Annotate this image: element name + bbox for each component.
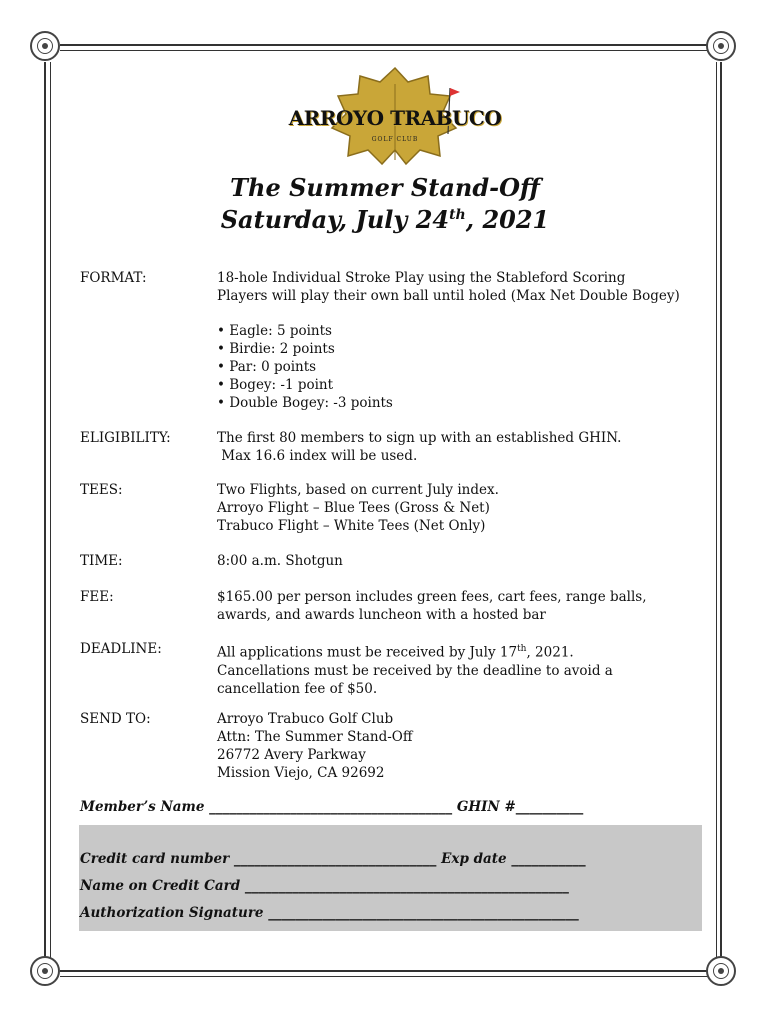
time-label: TIME: <box>80 553 123 569</box>
frame-bottom-line <box>60 970 710 972</box>
points-item: • Bogey: -1 point <box>217 377 334 393</box>
event-title: The Summer Stand-Off <box>230 173 540 202</box>
logo-name: ARROYO TRABUCO <box>288 106 502 130</box>
frame-bottom-line-inner <box>60 976 710 977</box>
event-date-year: , 2021 <box>465 205 550 234</box>
event-date-text: Saturday, July 24 <box>220 205 450 234</box>
address-line: Mission Viejo, CA 92692 <box>217 765 385 781</box>
time-line: 8:00 a.m. Shotgun <box>217 553 343 569</box>
frame-corner-top-left <box>30 31 60 61</box>
eligibility-details <box>217 429 717 465</box>
deadline-year: , 2021. <box>526 644 574 661</box>
frame-corner-bottom-right <box>706 956 736 986</box>
eligibility-line: Max 16.6 index will be used. <box>217 448 418 464</box>
send-to-address <box>217 710 717 782</box>
authorization-signature-field[interactable]: Authorization Signature ______________________________________________ <box>80 905 579 921</box>
red-flag-icon <box>450 88 460 96</box>
points-item: • Double Bogey: -3 points <box>217 395 393 411</box>
fee-line: awards, and awards luncheon with a hosted bar <box>217 607 546 623</box>
tees-details <box>217 481 717 535</box>
deadline-suffix: th <box>517 644 527 654</box>
deadline-line <box>217 640 717 662</box>
event-date <box>0 205 770 234</box>
event-date-suffix: th <box>449 207 466 223</box>
fee-line: $165.00 per person includes green fees, cart fees, range balls, <box>217 589 647 605</box>
eligibility-line: The first 80 members to sign up with an established GHIN. <box>217 430 622 446</box>
points-item: • Birdie: 2 points <box>217 341 335 357</box>
send-to-label: SEND TO: <box>80 711 151 727</box>
tees-line: Trabuco Flight – White Tees (Net Only) <box>217 518 486 534</box>
points-item: • Eagle: 5 points <box>217 323 332 339</box>
frame-corner-bottom-left <box>30 956 60 986</box>
frame-top-line <box>60 44 710 46</box>
member-name-field[interactable]: Member’s Name ____________________________________ GHIN #__________ <box>80 799 584 815</box>
points-item: • Par: 0 points <box>217 359 317 375</box>
tees-line: Two Flights, based on current July index. <box>217 482 499 498</box>
deadline-text: All applications must be received by July 17 <box>217 644 518 661</box>
format-label: FORMAT: <box>80 270 147 286</box>
format-details <box>217 269 717 412</box>
format-line: 18-hole Individual Stroke Play using the Stableford Scoring <box>217 270 626 286</box>
tees-line: Arroyo Flight – Blue Tees (Gross & Net) <box>217 500 490 516</box>
frame-corner-top-right <box>706 31 736 61</box>
time-details <box>217 552 717 570</box>
tees-label: TEES: <box>80 482 123 498</box>
fee-label: FEE: <box>80 589 114 605</box>
club-logo <box>280 64 510 168</box>
address-line: Arroyo Trabuco Golf Club <box>217 711 394 727</box>
logo-subtitle: GOLF CLUB <box>371 136 419 143</box>
credit-card-number-field[interactable]: Credit card number ______________________________ Exp date ___________ <box>80 851 586 867</box>
deadline-line: Cancellations must be received by the deadline to avoid a <box>217 662 613 679</box>
format-line: Players will play their own ball until holed (Max Net Double Bogey) <box>217 288 680 304</box>
frame-top-line-inner <box>60 50 710 51</box>
fee-details <box>217 588 717 624</box>
address-line: Attn: The Summer Stand-Off <box>217 729 413 745</box>
name-on-card-field[interactable]: Name on Credit Card ________________________________________________ <box>80 878 569 894</box>
deadline-details <box>217 640 717 698</box>
deadline-label: DEADLINE: <box>80 641 162 657</box>
deadline-line: cancellation fee of $50. <box>217 680 378 697</box>
address-line: 26772 Avery Parkway <box>217 747 366 763</box>
eligibility-label: ELIGIBILITY: <box>80 430 171 446</box>
